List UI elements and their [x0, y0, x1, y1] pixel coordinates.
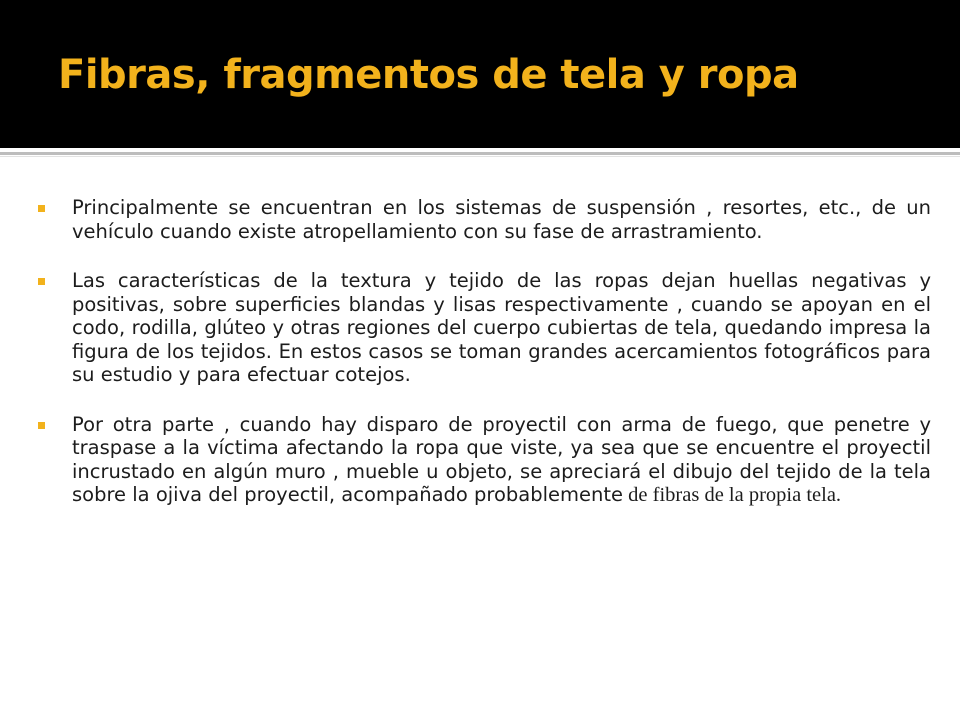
title-divider — [0, 152, 960, 155]
bullet-item — [38, 413, 931, 508]
title-divider-light — [0, 156, 960, 157]
bullet-item — [38, 269, 931, 387]
square-bullet-icon — [38, 422, 45, 429]
square-bullet-icon — [38, 278, 45, 285]
bullet-text: Por otra parte , cuando hay disparo de proyectil con arma de fuego, que penetre y traspase a la víctima afectando la ropa que viste, ya sea que se encuentre el proyectil incrustado en algún muro , mueble u objeto, se apreciará el dibujo del tejido de la tela sobre la ojiva del proyectil, acompañado probablemente — [72, 412, 931, 506]
bullet-text: Las características de la textura y tejido de las ropas dejan huellas negativas y positivas, sobre superficies blandas y lisas respectivamente , cuando se apoyan en el codo, rodilla, glúteo y otras regiones del cuerpo cubiertas de tela, quedando impresa la figura de los tejidos. En estos casos se toman grandes acercamientos fotográficos para su estudio y para efectuar cotejos. — [72, 269, 931, 386]
bullet-text-tail: de fibras de la propia tela. — [623, 484, 842, 506]
bullet-text: Principalmente se encuentran en los sistemas de suspensión , resortes, etc., de un vehículo cuando existe atropellamiento con su fase de arrastramiento. — [72, 196, 931, 243]
slide-title: Fibras, fragmentos de tela y ropa — [58, 52, 799, 98]
bullet-list — [38, 196, 931, 534]
bullet-item — [38, 196, 931, 243]
square-bullet-icon — [38, 205, 45, 212]
